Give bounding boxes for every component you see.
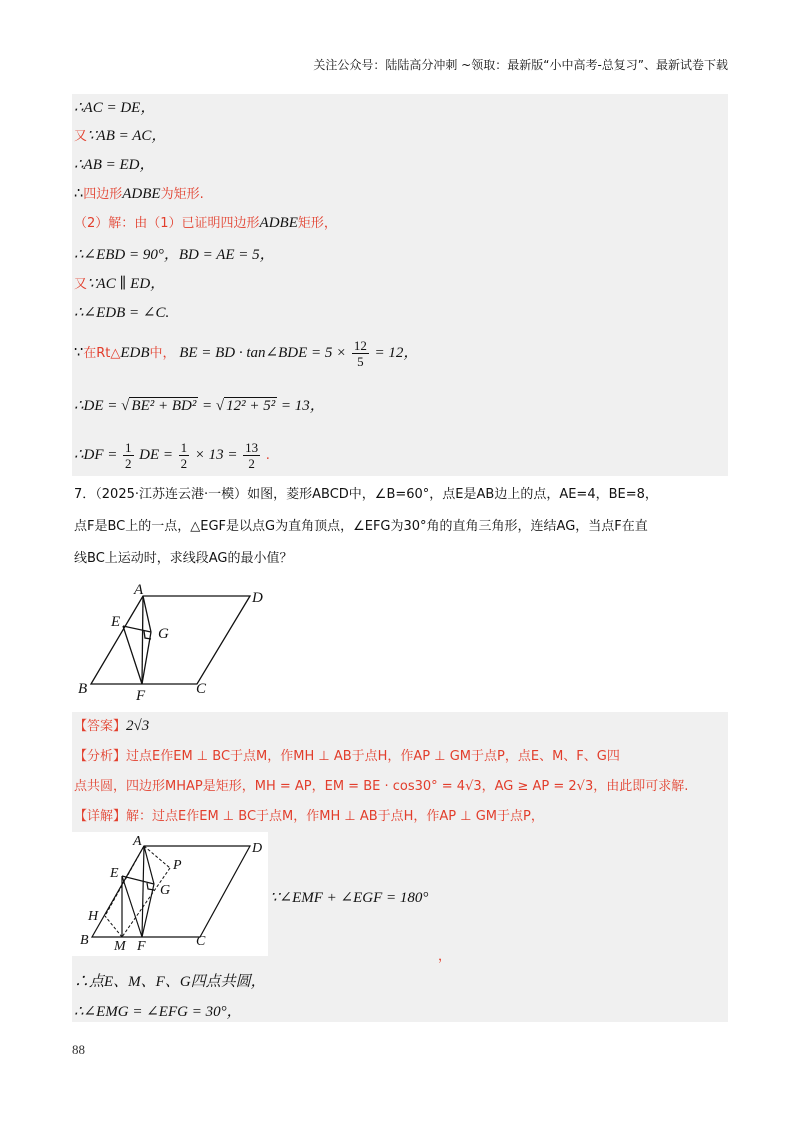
detail-line-2: ∴点E、M、F、G四点共圆， — [74, 974, 266, 990]
label-G: G — [158, 626, 169, 642]
fraction: $\frac{12}{5}$ — [353, 338, 367, 369]
sol-line-8: ∴∠EDB = ∠C. — [74, 305, 170, 321]
label2-A: A — [133, 834, 142, 849]
sol-line-5: （2）解：由（1）已证明四边形ADBE矩形， — [74, 215, 337, 231]
fraction: $\frac{1}{2}$ — [125, 440, 132, 471]
label2-P: P — [173, 858, 182, 873]
sol-line-6: ∴∠EBD = 90°，BD = AE = 5， — [74, 247, 275, 263]
rhombus-figure-2 — [72, 832, 268, 956]
label2-G: G — [160, 883, 171, 898]
detail-side-text: ∵∠EMF + ∠EGF = 180° — [270, 890, 429, 906]
detail-line-3: ∴∠EMG = ∠EFG = 30°， — [74, 1004, 242, 1020]
detail-line-1: 【详解】解：过点E作EM ⊥ BC于点M，作MH ⊥ AB于点H，作AP ⊥ GM于点P， — [74, 809, 544, 824]
label2-C: C — [196, 934, 206, 949]
label-E: E — [111, 614, 121, 630]
sol-line-2: 又∵AB = AC， — [74, 128, 167, 144]
label2-B: B — [80, 933, 89, 948]
page-number: 88 — [72, 1042, 85, 1057]
solution-block-top — [72, 94, 728, 476]
sol-line-11: ∴DF = $\frac{1}{2}$ DE = $\frac{1}{2}$ × 13 = $\frac{13}{2}$ . — [74, 440, 270, 471]
sol-line-10: ∴DE = √ BE² + BD² = √ 12² + 5² = 13， — [74, 398, 325, 414]
sol-line-3: ∴AB = ED， — [74, 157, 155, 173]
question-7-line-2: 点F是BC上的一点，△EGF是以点G为直角顶点，∠EFG为30°角的直角三角形，连结AG，当点F在直 — [74, 519, 648, 534]
question-7-line-3: 线BC上运动时，求线段AG的最小值？ — [74, 551, 293, 566]
label2-M: M — [114, 939, 126, 954]
fraction: $\frac{13}{2}$ — [245, 440, 259, 471]
analysis-line-1: 【分析】过点E作EM ⊥ BC于点M，作MH ⊥ AB于点H，作AP ⊥ GM于点P，点E、M、F、G四 — [74, 749, 620, 764]
sol-line-7: 又∵AC ∥ ED， — [74, 276, 166, 292]
label2-E: E — [110, 866, 119, 881]
rhombus-figure — [72, 580, 282, 705]
label-A: A — [134, 582, 144, 598]
question-7-line-1: 7．（2025·江苏连云港·一模）如图，菱形ABCD中，∠B=60°，点E是AB边上的点，AE=4，BE=8， — [74, 487, 658, 502]
analysis-line-2: 点共圆，四边形MHAP是矩形，MH = AP，EM = BE · cos30° = 4√3，AG ≥ AP = 2√3，由此即可求解. — [74, 779, 689, 794]
label2-F: F — [137, 939, 146, 954]
label-F: F — [136, 688, 146, 704]
label-B: B — [78, 681, 88, 697]
label2-H: H — [88, 909, 99, 924]
label-D: D — [252, 590, 263, 606]
label2-D: D — [252, 841, 263, 856]
sol-line-4: ∴四边形ADBE为矩形. — [74, 186, 204, 202]
answer-line: 【答案】2√3 — [74, 718, 150, 734]
page-header: 关注公众号：陆陆高分冲刺 ~领取：最新版“小中高考-总复习”、最新试卷下载 — [313, 58, 728, 72]
sol-line-9: ∵在Rt△EDB中， BE = BD · tan∠BDE = 5 × $\frac{12}{5}$ = 12， — [74, 338, 419, 369]
fraction: $\frac{1}{2}$ — [180, 440, 188, 471]
detail-comma: ， — [438, 949, 452, 964]
sol-line-1: ∴AC = DE， — [74, 100, 156, 116]
label-C: C — [196, 681, 207, 697]
